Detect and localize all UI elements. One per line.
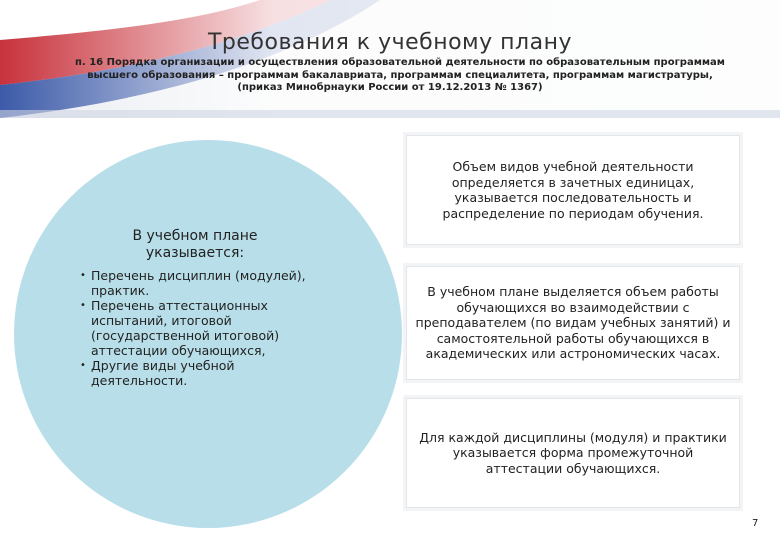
page-number: 7 — [752, 518, 759, 529]
info-box-text: Для каждой дисциплины (модуля) и практики указывается форма промежуточной аттестации обучающихся. — [419, 429, 727, 476]
info-box-assessment — [406, 398, 740, 508]
info-box-contact-hours — [406, 266, 740, 380]
order-reference: (приказ Минобрнауки России от 19.12.2013 № 1367) — [237, 82, 543, 93]
header-banner — [0, 0, 780, 118]
circle-list — [80, 268, 310, 388]
circle-title: В учебном плане указывается: — [132, 228, 258, 261]
list-item: • Перечень дисциплин (модулей), практик. — [80, 268, 310, 298]
page-title: Требования к учебному плану — [207, 30, 572, 55]
list-item: • Перечень аттестационных испытаний, итоговой (государственной итоговой) аттестации обучающихся, — [80, 298, 310, 358]
info-box-credits — [406, 135, 740, 245]
info-box-text: Объем видов учебной деятельности определяется в зачетных единицах, указывается последовательность и распределение по периодам обучения. — [442, 159, 704, 221]
page-subtitle: п. 16 Порядка организации и осуществления образовательной деятельности по образовательным программам высшего образования – программам бакалавриата, программам специалитета, программам магистратуры, — [75, 57, 725, 81]
list-item: • Другие виды учебной деятельности. — [80, 358, 310, 388]
info-box-text: В учебном плане выделяется объем работы обучающихся во взаимодействии с преподавателем (по видам учебных занятий) и самостоятельной работы обучающихся в академических или астрономических часах. — [415, 284, 731, 362]
